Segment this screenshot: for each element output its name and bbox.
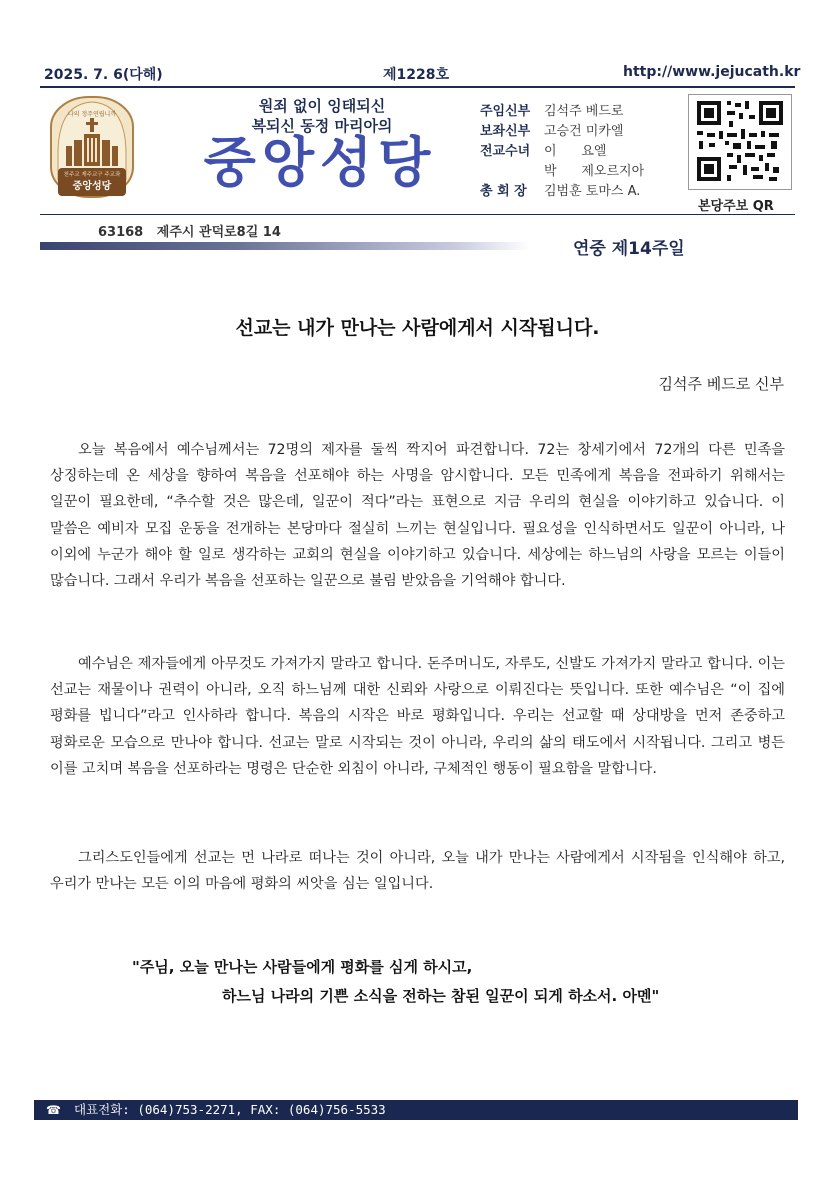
staff-role: 보좌신부 xyxy=(480,124,531,139)
staff-row xyxy=(480,142,644,162)
qr-code[interactable] xyxy=(688,94,792,190)
staff-name: 박 제오르지아 xyxy=(544,164,645,179)
staff-row xyxy=(480,122,644,142)
qr-code-icon xyxy=(689,95,791,189)
church-name: 중앙성당 xyxy=(203,131,437,194)
staff-role xyxy=(480,162,544,182)
staff-list xyxy=(480,102,644,202)
header-divider xyxy=(40,214,795,215)
phone-icon: ☎ xyxy=(46,1103,61,1117)
church-logo xyxy=(50,96,134,198)
issue-number: 제1228호 xyxy=(383,67,450,83)
article-paragraph: 예수님은 제자들에게 아무것도 가져가지 말라고 합니다. 돈주머니도, 자루도, 신발도 가져가지 말라고 합니다. 이는 선교는 재물이나 권력이 아니라, 오직 하느님께 대한 신뢰와 사랑으로 이뤄진다는 뜻입니다. 또한 예수님은 “이 집에 평화를 빕니다”라고 인사하라 합니다. 복음의 시작은 바로 평화입니다. 우리는 선교할 때 상대방을 먼저 존중하고 평화로운 모습으로 만나야 합니다. 선교는 말로 시작되는 것이 아니라, 우리의 삶의 태도에서 시작됩니다. 그리고 병든 이를 고치며 복음을 선포하라는 명령은 단순한 외침이 아니라, 구체적인 행동이 필요함을 말합니다. xyxy=(50,656,785,777)
address-gradient-bar xyxy=(40,242,530,250)
church-address: 63168 제주시 관덕로8길 14 xyxy=(98,225,281,240)
footer-bar xyxy=(34,1100,798,1120)
article-title: 선교는 내가 만나는 사람에게서 시작됩니다. xyxy=(235,317,600,339)
logo-name: 중앙성당 xyxy=(72,181,112,192)
issue-date: 2025. 7. 6(다해) xyxy=(44,67,163,83)
motto-line-2: 복되신 동정 마리아의 xyxy=(251,117,393,135)
motto-line-1: 원죄 없이 잉태되신 xyxy=(258,97,386,115)
article-author: 김석주 베드로 신부 xyxy=(658,375,784,393)
staff-row xyxy=(480,162,644,182)
prayer-line-2: 하느님 나라의 기쁜 소식을 전하는 참된 일꾼이 되게 하소서. 아멘" xyxy=(222,987,660,1005)
liturgical-sunday: 연중 제14주일 xyxy=(573,239,685,259)
logo-top-text: 나의 정주연립니까 xyxy=(67,111,117,118)
staff-role: 전교수녀 xyxy=(480,144,531,159)
staff-name: 김범훈 토마스 A. xyxy=(544,184,641,199)
prayer-line-1: "주님, 오늘 만나는 사람들에게 평화를 심게 하시고, xyxy=(132,958,473,976)
staff-role: 주임신부 xyxy=(480,104,531,119)
staff-role: 총 회 장 xyxy=(480,184,527,199)
article-paragraph: 오늘 복음에서 예수님께서는 72명의 제자를 둘씩 짝지어 파견합니다. 72는 창세기에서 72개의 다른 민족을 상징하는데 온 세상을 향하여 복음을 선포해야 하는 사명을 암시합니다. 모든 민족에게 복음을 전파하기 위해서는 일꾼이 필요한데, “추수할 것은 많은데, 일꾼이 적다”라는 표현으로 지금 우리의 현실을 이야기하고 있습니다. 이 말씀은 예비자 모집 운동을 전개하는 본당마다 절실히 느끼는 현실입니다. 필요성을 인식하면서도 일꾼이 아니라, 나 이외에 누군가 해야 할 일로 생각하는 교회의 현실을 이야기하고 있습니다. 세상에는 하느님의 사랑을 모르는 이들이 많습니다. 그래서 우리가 복음을 선포하는 일꾼으로 불림 받았음을 기억해야 합니다. xyxy=(50,442,785,590)
staff-row xyxy=(480,102,644,122)
contact-text: 대표전화: (064)753-2271, FAX: (064)756-5533 xyxy=(74,1102,386,1117)
staff-name: 고승건 미카엘 xyxy=(544,124,624,139)
qr-caption: 본당주보 QR xyxy=(698,199,774,214)
staff-name: 김석주 베드로 xyxy=(544,104,624,119)
website-url[interactable]: http://www.jejucath.kr xyxy=(623,64,801,80)
header-rule xyxy=(40,86,795,88)
logo-small-text: 천주교 제주교구 주교좌 xyxy=(63,172,121,178)
church-logo-icon xyxy=(50,96,134,198)
staff-row xyxy=(480,182,644,202)
staff-name: 이 요엘 xyxy=(544,144,607,159)
article-paragraph: 그리스도인들에게 선교는 먼 나라로 떠나는 것이 아니라, 오늘 내가 만나는 사람에게서 시작됨을 인식해야 하고, 우리가 만나는 모든 이의 마음에 평화의 씨앗을 심는 일입니다. xyxy=(50,850,785,893)
